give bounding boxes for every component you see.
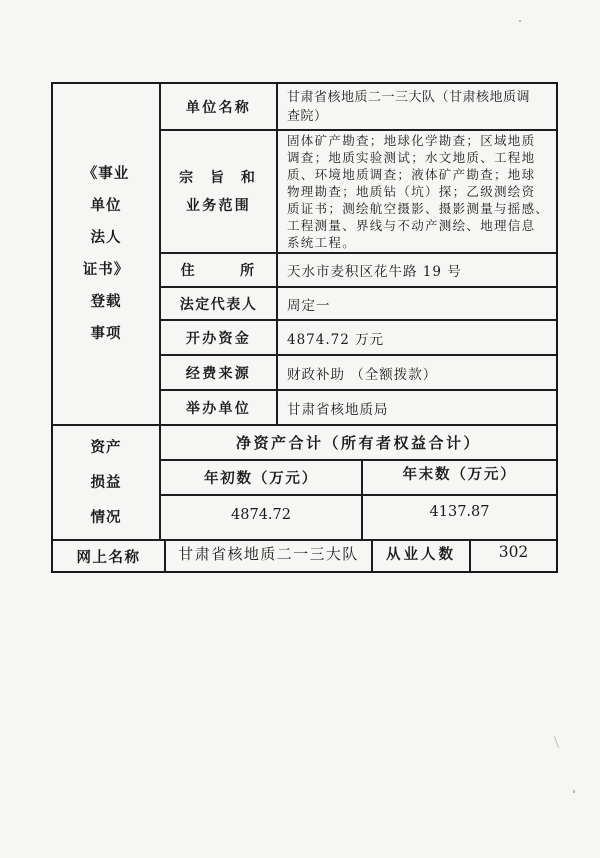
staff-count-label: 从业人数 xyxy=(386,545,456,563)
unit-name-value-cell xyxy=(277,83,557,130)
address-label-cell xyxy=(160,253,277,287)
ending-balance-label: 年末数（万元） xyxy=(402,466,517,483)
startup-funds-value: 4874.72 万元 xyxy=(287,331,385,348)
legal-representative-value-cell xyxy=(277,287,557,320)
unit-name-label-cell xyxy=(160,83,277,130)
beginning-balance-label: 年初数（万元） xyxy=(203,470,319,487)
ending-balance-value-cell xyxy=(362,495,557,540)
net-assets-header: 净资产合计（所有者权益合计） xyxy=(235,434,481,452)
staff-count-label-cell xyxy=(372,540,470,572)
sponsor-unit-value-cell xyxy=(277,390,557,425)
registration-section-title xyxy=(52,83,160,425)
address-label: 住 所 xyxy=(180,263,257,279)
startup-funds-value-cell xyxy=(277,320,557,355)
business-scope-value-cell xyxy=(277,130,557,253)
business-scope-label-cell xyxy=(160,130,277,253)
business-scope-value xyxy=(287,132,549,251)
scan-speck xyxy=(554,736,559,748)
registration-title-line: 事项 xyxy=(90,325,122,342)
beginning-balance-value: 4874.72 xyxy=(231,506,291,523)
business-scope-line: 系统工程。 xyxy=(287,235,357,250)
ending-balance-value: 4137.87 xyxy=(429,503,490,520)
beginning-balance-value-cell xyxy=(160,495,362,540)
startup-funds-label-cell xyxy=(160,320,277,355)
business-scope-line: 工程测量、界线与不动产测绘、地理信息 xyxy=(287,218,536,233)
web-name-value-cell xyxy=(165,540,372,572)
scan-speck xyxy=(573,790,575,793)
registration-title-line: 证书》 xyxy=(82,261,130,278)
business-scope-line: 质证书；测绘航空摄影、摄影测量与摇感、 xyxy=(287,201,550,216)
assets-title-line: 资产 xyxy=(90,439,122,456)
assets-title-stack xyxy=(91,430,122,535)
scan-speck xyxy=(519,20,521,22)
business-scope-line: 质、环境地质调查；液体矿产勘查；地球 xyxy=(287,167,536,182)
assets-title-line: 损益 xyxy=(90,474,122,491)
business-scope-line: 固体矿产勘查；地球化学勘查；区域地质 xyxy=(287,133,536,148)
registration-title-line: 法人 xyxy=(90,229,122,246)
registration-title-line: 登载 xyxy=(90,293,122,310)
unit-name-label: 单位名称 xyxy=(185,99,252,116)
sponsor-unit-label: 举办单位 xyxy=(185,400,252,417)
assets-title-line: 情况 xyxy=(90,509,122,526)
funding-source-label: 经费来源 xyxy=(185,365,252,382)
address-value-cell xyxy=(277,253,557,287)
funding-source-value: 财政补助 （全额拨款） xyxy=(287,366,438,383)
net-assets-header-cell xyxy=(160,425,557,460)
registration-title-line: 《事业 xyxy=(82,165,130,182)
beginning-balance-label-cell xyxy=(160,460,362,495)
registration-title-line: 单位 xyxy=(90,197,122,214)
business-scope-line: 调查；地质实验测试；水文地质、工程地 xyxy=(287,150,536,165)
staff-count-value: 302 xyxy=(498,543,529,561)
registration-title-stack xyxy=(83,158,130,350)
sponsor-unit-label-cell xyxy=(160,390,277,425)
assets-section-title xyxy=(52,425,160,540)
funding-source-label-cell xyxy=(160,355,277,390)
business-scope-line: 物理勘查；地质钻（坑）探；乙级测绘资 xyxy=(287,184,536,199)
funding-source-value-cell xyxy=(277,355,557,390)
web-name-label: 网上名称 xyxy=(76,548,141,566)
startup-funds-label: 开办资金 xyxy=(185,330,252,347)
business-scope-label-line: 宗 旨 和 xyxy=(179,169,258,186)
ending-balance-label-cell xyxy=(362,460,557,495)
unit-name-value-line: 查院） xyxy=(287,108,328,124)
legal-representative-label-cell xyxy=(160,287,277,320)
web-name-value: 甘肃省核地质二一三大队 xyxy=(178,544,359,563)
address-value: 天水市麦积区花牛路 19 号 xyxy=(287,264,462,280)
business-scope-label xyxy=(179,164,258,220)
legal-representative-label: 法定代表人 xyxy=(179,296,258,313)
unit-name-value-line: 甘肃省核地质二一三大队（甘肃核地质调 xyxy=(287,89,531,105)
business-scope-label-line: 业务范围 xyxy=(185,197,252,214)
staff-count-value-cell xyxy=(470,540,557,572)
web-name-label-cell xyxy=(52,540,165,572)
unit-name-value xyxy=(287,88,530,126)
legal-representative-value: 周定一 xyxy=(287,297,331,314)
sponsor-unit-value: 甘肃省核地质局 xyxy=(287,401,389,418)
